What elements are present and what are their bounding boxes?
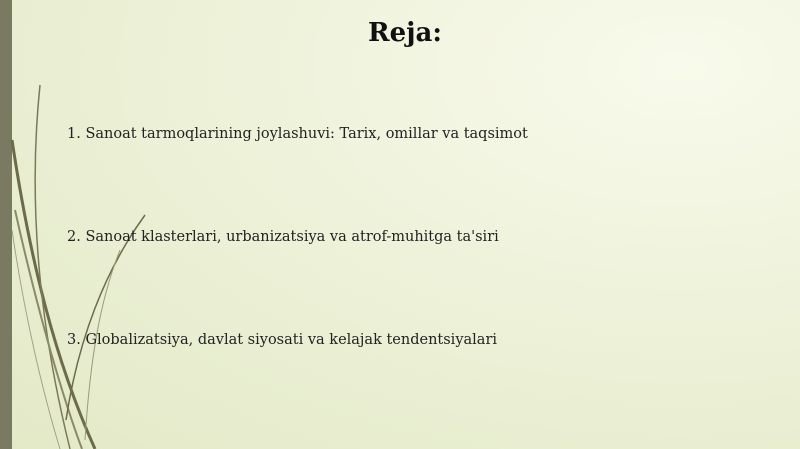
agenda-item: 1. Sanoat tarmoqlarining joylashuvi: Tarix, omillar va taqsimot (67, 126, 528, 142)
slide-title: Reja: (367, 18, 442, 48)
agenda-item: 3. Globalizatsiya, davlat siyosati va kelajak tendentsiyalari (67, 332, 498, 348)
agenda-item: 2. Sanoat klasterlari, urbanizatsiya va atrof-muhitga ta'siri (67, 229, 499, 245)
